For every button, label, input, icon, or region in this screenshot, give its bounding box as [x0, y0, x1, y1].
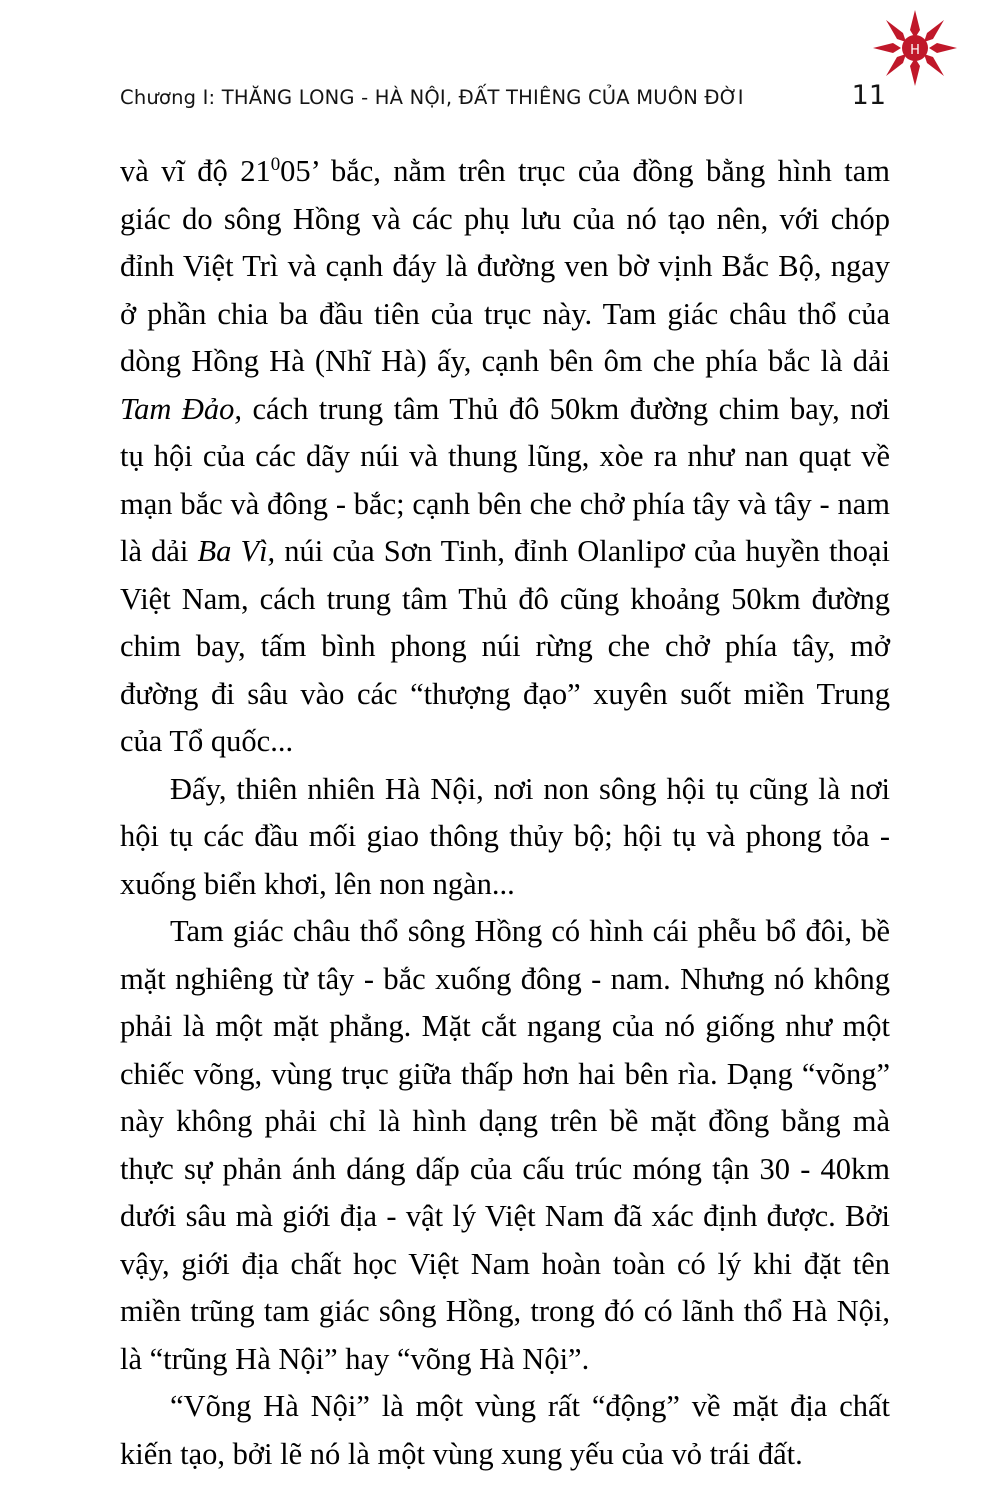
text-run: và vĩ độ 21: [120, 154, 271, 188]
body-content: [120, 148, 890, 1478]
star-flower-emblem-icon: [870, 8, 960, 88]
svg-text:H: H: [910, 43, 920, 58]
running-head: [120, 80, 890, 111]
text-run: cách trung tâm Thủ đô 50km đường chim bay, nơi tụ hội của các dãy núi và thung lũng, xòe ra như nan quạt về mạn bắc và đông - bắc; cạnh bên che chở phía tây và tây - nam là dải: [120, 391, 890, 568]
paragraph: [120, 148, 890, 766]
paragraph: [120, 766, 890, 909]
text-run: Đấy, thiên nhiên Hà Nội, nơi non sông hội tụ cũng là nơi hội tụ các đầu mối giao thông thủy bộ; hội tụ và phong tỏa - xuống biển khơi, lên non ngàn...: [120, 771, 890, 901]
text-run: 05’ bắc, nằm trên trục của đồng bằng hình tam giác do sông Hồng và các phụ lưu của nó tạo nên, với chóp đỉnh Việt Trì và cạnh đáy là đường ven bờ vịnh Bắc Bộ, ngay ở phần chia ba đầu tiên của trục này. Tam giác châu thổ của dòng Hồng Hà (Nhĩ Hà) ấy, cạnh bên ôm che phía bắc là dải: [120, 154, 890, 378]
superscript-text: 0: [270, 153, 281, 175]
chapter-title: Chương I: THĂNG LONG - HÀ NỘI, ĐẤT THIÊNG CỦA MUÔN ĐỜI: [120, 86, 744, 109]
text-run: Tam giác châu thổ sông Hồng có hình cái phễu bổ đôi, bề mặt nghiêng từ tây - bắc xuống đông - nam. Nhưng nó không phải là một mặt phẳng. Mặt cắt ngang của nó giống như một chiếc võng, vùng trục giữa thấp hơn hai bên rìa. Dạng “võng” này không phải chỉ là hình dạng trên bề mặt đồng bằng mà thực sự phản ánh dáng dấp của cấu trúc móng tận 30 - 40km dưới sâu mà giới địa - vật lý Việt Nam đã xác định được. Bởi vậy, giới địa chất học Việt Nam hoàn toàn có lý khi đặt tên miền trũng tam giác sông Hồng, trong đó có lãnh thổ Hà Nội, là “trũng Hà Nội” hay “võng Hà Nội”.: [120, 914, 890, 1376]
text-run: “Võng Hà Nội” là một vùng rất “động” về mặt địa chất kiến tạo, bởi lẽ nó là một vùng xung yếu của vỏ trái đất.: [120, 1389, 890, 1471]
italic-text: Ba Vì,: [197, 534, 276, 568]
italic-text: Tam Đảo,: [120, 391, 243, 426]
page-number: 11: [851, 80, 886, 111]
text-run: núi của Sơn Tinh, đỉnh Olanlipơ của huyền thoại Việt Nam, cách trung tâm Thủ đô cũng khoảng 50km đường chim bay, tấm bình phong núi rừng che chở phía tây, mở đường đi sâu vào các “thượng đạo” xuyên suốt miền Trung của Tổ quốc...: [120, 534, 890, 758]
paragraph: [120, 908, 890, 1383]
paragraph: [120, 1383, 890, 1478]
